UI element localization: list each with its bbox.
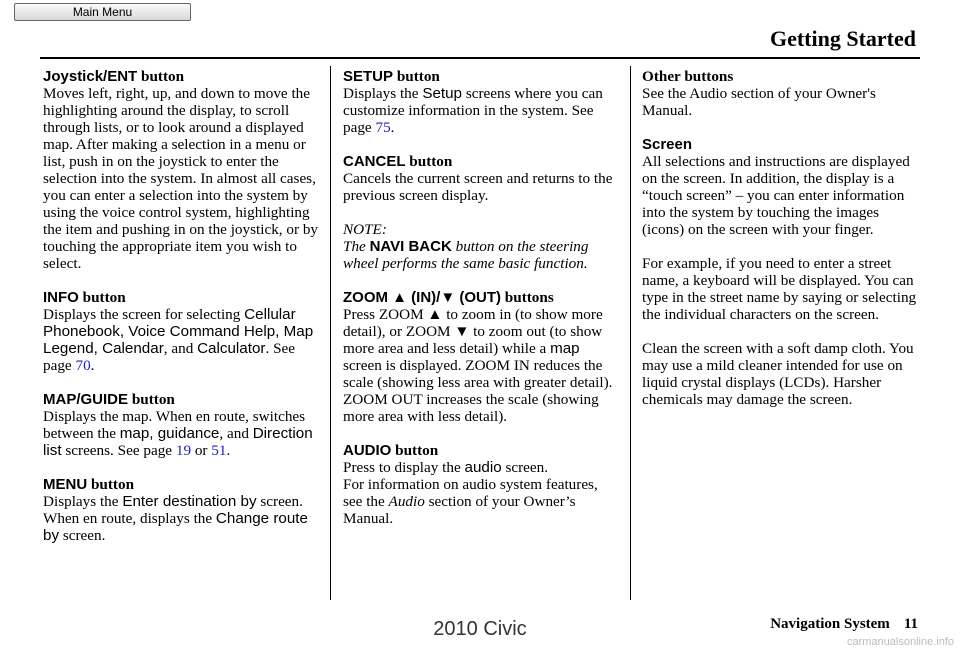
note-label: NOTE: — [343, 221, 387, 238]
menu-body: Displays the Enter destination by screen. When en route, displays the Change route by screen. — [43, 493, 308, 544]
other-buttons-body: See the Audio section of your Owner's Manual. — [642, 85, 876, 119]
page-link-19[interactable]: 19 — [175, 442, 192, 459]
column-divider-2 — [630, 66, 631, 600]
header-divider — [40, 57, 920, 59]
info-body: Displays the screen for selecting Cellular Phonebook, Voice Command Help, Map Legend, Calendar, and Calculator. See page 70. — [43, 306, 314, 374]
screen-heading: Screen — [642, 136, 693, 153]
map-guide-heading: MAP/GUIDE button — [43, 391, 175, 408]
site-watermark: carmanualsonline.info — [846, 636, 954, 648]
zoom-heading: ZOOM ▲ (IN)/▼ (OUT) buttons — [343, 289, 554, 306]
cancel-heading: CANCEL button — [343, 153, 453, 170]
menu-heading: MENU button — [43, 476, 135, 493]
screen-example: For example, if you need to enter a street name, a keyboard will be displayed. You can type in the street name by saying or selecting the individual characters on the screen. — [642, 255, 917, 323]
zoom-body: Press ZOOM ▲ to zoom in (to show more detail), or ZOOM ▼ to zoom out (to show more area and less detail) while a map screen is displayed. ZOOM IN reduces the scale (showing less area with greater detail). ZOOM OUT increases the scale (showing more area with less detail). — [343, 306, 613, 425]
audio-heading: AUDIO button — [343, 442, 439, 459]
page-link-75[interactable]: 75 — [375, 119, 391, 136]
page-link-70[interactable]: 70 — [75, 357, 91, 374]
audio-body-2: For information on audio system features, see the Audio section of your Owner’s Manual. — [343, 476, 598, 527]
footer-label: Navigation System — [770, 616, 890, 632]
joystick-heading: Joystick/ENT button — [43, 68, 185, 85]
screen-body: All selections and instructions are displayed on the screen. In addition, the display is a “touch screen” – you can enter information into the system by touching the images (icons) on the screen with your finger. — [642, 153, 910, 238]
column-2 — [343, 68, 620, 527]
cancel-body: Cancels the current screen and returns to the previous screen display. — [343, 170, 613, 204]
setup-heading: SETUP button — [343, 68, 440, 85]
screen-clean: Clean the screen with a soft damp cloth. You may use a mild cleaner intended for use on liquid crystal displays (LCDs). Harsher chemicals may damage the screen. — [642, 340, 914, 408]
page-link-51[interactable]: 51 — [211, 442, 227, 459]
other-buttons-heading: Other buttons — [642, 68, 734, 85]
joystick-body: Moves left, right, up, and down to move the highlighting around the display, to scroll through lists, or to look around a displayed map. After making a selection in a menu or list, push in on the joystick to enter the selection into the system. In almost all cases, you can enter a selection into the system by using the voice control system, highlighting the item and pushing in on the joystick, or by touching the appropriate item you wish to select. — [43, 85, 319, 272]
page-number: 11 — [903, 616, 918, 632]
main-menu-button[interactable]: Main Menu — [14, 3, 191, 21]
setup-body: Displays the Setup screens where you can customize information in the system. See page 75. — [343, 85, 603, 136]
audio-body: Press to display the audio screen. — [343, 459, 549, 476]
column-1 — [43, 68, 321, 544]
map-guide-body: Displays the map. When en route, switches between the map, guidance, and Direction list screens. See page 19 or 51. — [43, 408, 313, 459]
info-heading: INFO button — [43, 289, 126, 306]
section-title: Getting Started — [769, 26, 916, 51]
note-body: The NAVI BACK button on the steering wheel performs the same basic function. — [343, 238, 589, 272]
column-divider-1 — [330, 66, 331, 600]
column-3 — [642, 68, 919, 408]
model-watermark: 2010 Civic — [433, 618, 527, 640]
